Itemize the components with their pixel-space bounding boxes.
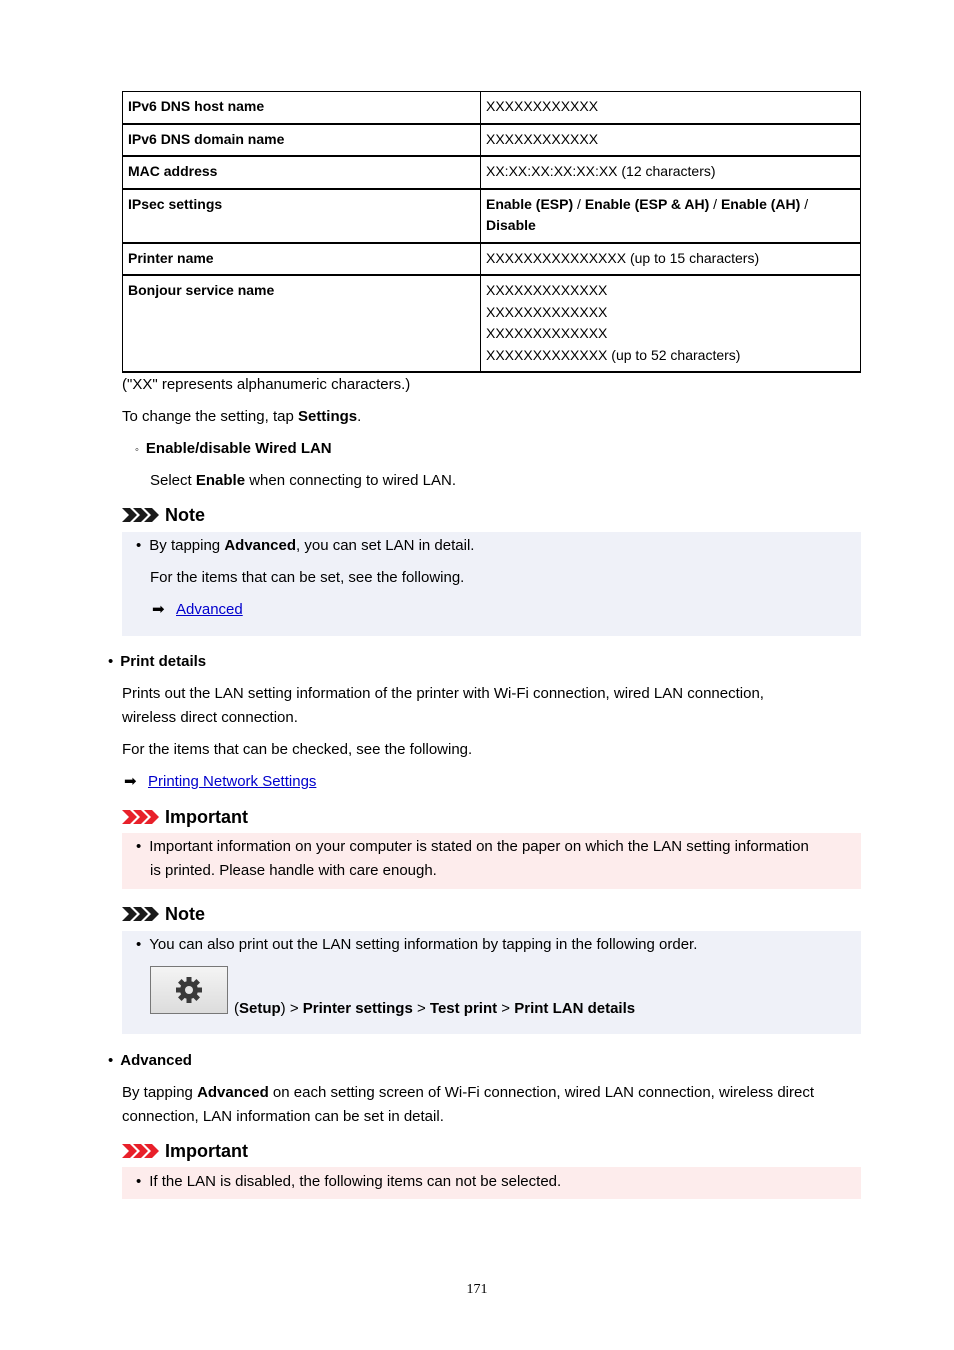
xx-footnote: ("XX" represents alphanumeric characters.) (122, 376, 411, 393)
wired-lan-title: Enable/disable Wired LAN (145, 440, 332, 457)
important-item (136, 1172, 561, 1192)
advanced-title: Advanced (120, 1052, 192, 1069)
paragraph-line: Prints out the LAN setting information of the printer with Wi-Fi connection, wired LAN connection, (122, 685, 764, 702)
print-details-item (108, 652, 206, 672)
text: > (497, 1000, 515, 1017)
value-line: XXXXXXXXXXXXX (486, 325, 608, 341)
separator: / (713, 195, 721, 212)
advanced-link-row[interactable] (152, 600, 243, 620)
text: when connecting to wired LAN. (245, 472, 456, 489)
settings-term: Settings (297, 408, 358, 425)
wired-lan-item (135, 439, 332, 460)
table-row (123, 92, 861, 124)
print-details-title: Print details (120, 653, 207, 670)
bullet-icon: • (136, 537, 142, 554)
setup-button-image (150, 966, 228, 1014)
gear-icon (174, 975, 204, 1005)
text: By tapping (122, 1084, 198, 1101)
wired-lan-desc (150, 471, 456, 491)
note-icon (122, 507, 160, 523)
table-value (481, 189, 861, 243)
advanced-link[interactable]: Advanced (176, 601, 243, 618)
change-setting-text (122, 407, 361, 427)
text: on each setting screen of Wi-Fi connection, wired LAN connection, wireless direct (268, 1084, 815, 1101)
enable-term: Enable (195, 472, 246, 489)
text: If the LAN is disabled, the following items can not be selected. (149, 1173, 562, 1190)
table-value: XXXXXXXXXXXXXXX (up to 15 characters) (481, 243, 861, 276)
text: ( (234, 1000, 239, 1017)
bullet-icon: • (136, 1173, 142, 1190)
note-item (136, 536, 474, 556)
paragraph-line: For the items that can be checked, see the following. (122, 741, 473, 758)
important-heading (122, 806, 248, 828)
note-title: Note (165, 904, 205, 924)
important-icon (122, 1143, 160, 1159)
table-row (123, 156, 861, 189)
paragraph-line: connection, LAN information can be set in detail. (122, 1108, 444, 1125)
text: You can also print out the LAN setting information by tapping in the following order. (149, 936, 698, 953)
table-row (123, 275, 861, 372)
page-number: 171 (466, 1282, 488, 1297)
table-key: Bonjour service name (123, 275, 481, 372)
important-line: is printed. Please handle with care enough. (150, 862, 437, 879)
table-row (123, 243, 861, 276)
menu-path (234, 999, 635, 1019)
table-key: IPsec settings (123, 189, 481, 243)
note-item (136, 935, 697, 955)
text: , you can set LAN in detail. (296, 537, 475, 554)
important-title: Important (165, 1141, 248, 1161)
table-value (481, 275, 861, 372)
table-row (123, 189, 861, 243)
table-key: MAC address (123, 156, 481, 189)
bullet-icon: • (108, 653, 114, 670)
print-lan-details-term: Print LAN details (514, 1000, 636, 1017)
advanced-item (108, 1051, 192, 1071)
important-heading (122, 1140, 248, 1162)
advanced-term: Advanced (224, 537, 297, 554)
value-line: XXXXXXXXXXXXX (486, 303, 608, 320)
printer-settings-term: Printer settings (302, 1000, 413, 1017)
text: Important information on your computer is stated on the paper on which the LAN setting information (149, 838, 809, 855)
bullet-icon: • (108, 1052, 114, 1069)
printing-network-link-row[interactable] (124, 772, 316, 792)
arrow-right-icon: ➡ (152, 601, 165, 618)
important-title: Important (165, 807, 248, 827)
note-icon (122, 906, 160, 922)
ipsec-option: Enable (AH) (720, 195, 801, 212)
separator: / (577, 195, 585, 212)
paragraph-line (122, 1083, 814, 1103)
value-line: XXXXXXXXXXXXX (486, 282, 608, 298)
setup-term: Setup (239, 1000, 281, 1017)
note-title: Note (165, 505, 205, 525)
table-value: XXXXXXXXXXXX (481, 124, 861, 157)
ipsec-option: Disable (486, 217, 536, 233)
bullet-icon: • (136, 936, 142, 953)
paragraph-line: wireless direct connection. (122, 709, 298, 726)
table-value: XXXXXXXXXXXX (481, 92, 861, 124)
network-settings-table (122, 91, 861, 373)
table-row (123, 124, 861, 157)
text: > (412, 1000, 430, 1017)
table-key: IPv6 DNS host name (123, 92, 481, 124)
ipsec-option: Enable (ESP & AH) (584, 195, 710, 212)
arrow-right-icon: ➡ (124, 773, 137, 790)
table-value: XX:XX:XX:XX:XX:XX (12 characters) (481, 156, 861, 189)
circle-bullet-icon: ◦ (135, 444, 139, 456)
note-heading (122, 504, 205, 526)
test-print-term: Test print (429, 1000, 498, 1017)
text: . (357, 408, 362, 425)
value-line: XXXXXXXXXXXXX (up to 52 characters) (486, 346, 741, 363)
text: By tapping (149, 537, 225, 554)
important-icon (122, 809, 160, 825)
note-heading (122, 903, 205, 925)
table-key: IPv6 DNS domain name (123, 124, 481, 157)
separator: / (804, 195, 809, 212)
text: Select (150, 472, 196, 489)
bullet-icon: • (136, 838, 142, 855)
table-key: Printer name (123, 243, 481, 276)
printing-network-settings-link[interactable]: Printing Network Settings (148, 773, 317, 790)
ipsec-option: Enable (ESP) (486, 195, 574, 212)
text: ) > (280, 1000, 303, 1017)
note-line: For the items that can be set, see the following. (150, 569, 465, 586)
text: To change the setting, tap (122, 408, 298, 425)
advanced-term: Advanced (197, 1084, 269, 1101)
important-item (136, 837, 809, 857)
